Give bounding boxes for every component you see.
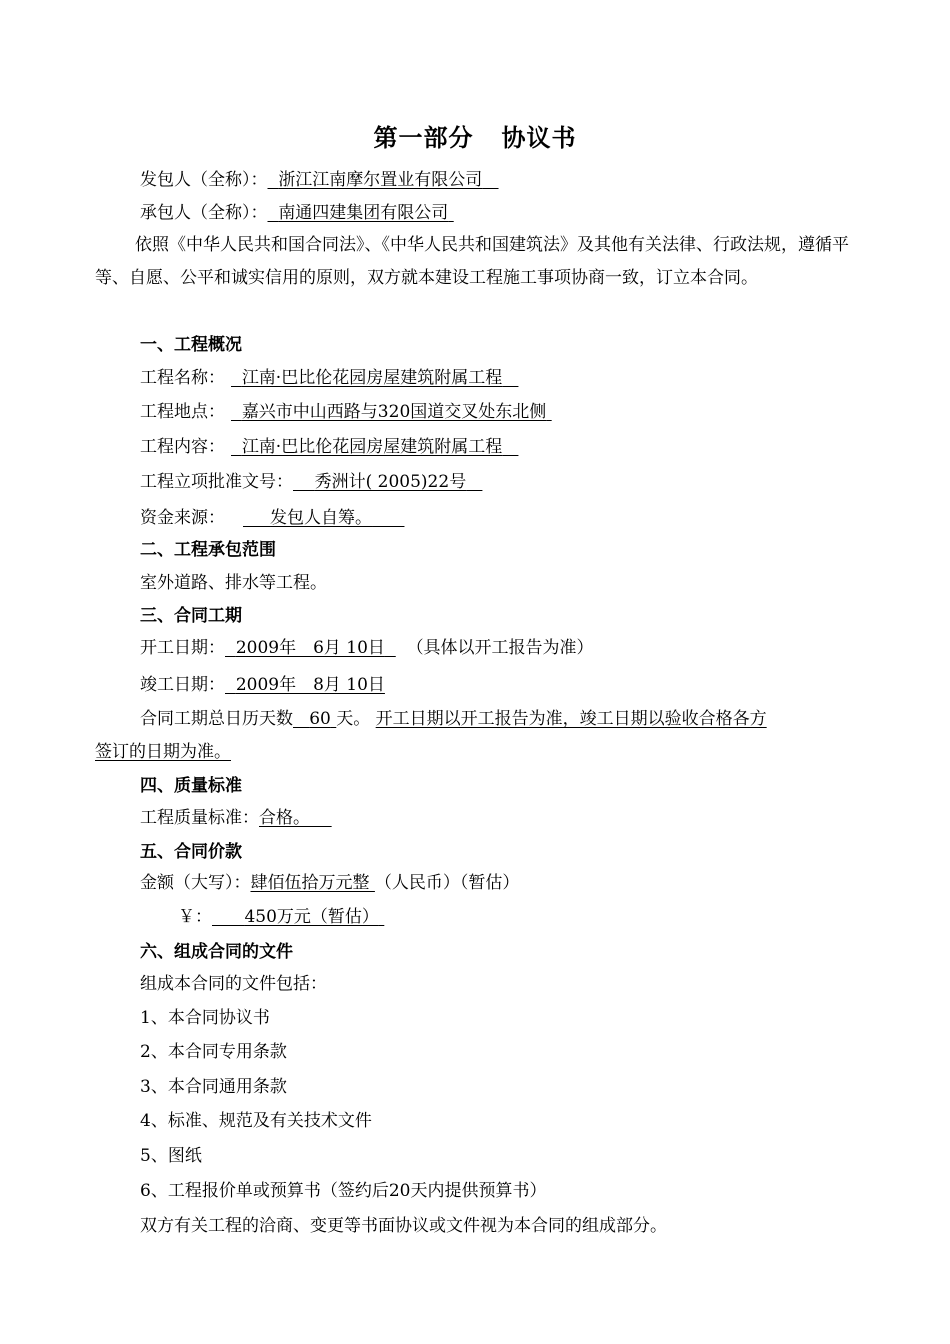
preamble-text: 依照《中华人民共和国合同法》、《中华人民共和国建筑法》及其他有关法律、行政法规，遵循平等、自愿、公平和诚实信用的原则，双方就本建设工程施工事项协商一致，订立本合同。 xyxy=(95,235,849,288)
project-location-value: 嘉兴市中山西路与320国道交叉处东北侧 xyxy=(241,402,547,422)
amount-note: （人民币）（暂估） xyxy=(374,873,520,893)
start-date-label: 开工日期： xyxy=(140,638,225,658)
title-part: 第一部分 xyxy=(373,124,474,152)
project-location-underline xyxy=(231,402,552,422)
funding-line xyxy=(140,506,404,530)
start-date-note: （具体以开工报告为准） xyxy=(406,638,594,658)
duration-label: 合同工期总日历天数 xyxy=(140,709,293,729)
section4-heading: 四、质量标准 xyxy=(140,776,242,796)
quality-line xyxy=(140,806,332,830)
amount-underline xyxy=(251,873,375,893)
duration-line xyxy=(140,707,767,731)
funding-label: 资金来源： xyxy=(140,508,225,528)
title-name: 协议书 xyxy=(501,124,577,152)
amount-value: 肆佰伍拾万元整 xyxy=(250,873,370,893)
project-name-value: 江南·巴比伦花园房屋建筑附属工程 xyxy=(241,368,503,388)
duration-days: 60 xyxy=(309,709,331,729)
approval-underline xyxy=(293,472,482,492)
duration-note-line1: 开工日期以开工报告为准，竣工日期以验收合格各方 xyxy=(375,709,767,729)
duration-note-line2: 签订的日期为准。 xyxy=(95,742,231,762)
project-content-value: 江南·巴比伦花园房屋建筑附属工程 xyxy=(241,437,503,457)
project-location-line xyxy=(140,400,552,424)
section3-heading: 三、合同工期 xyxy=(140,606,242,626)
duration-unit: 天。 xyxy=(336,709,371,729)
document-item: 2、本合同专用条款 xyxy=(140,1042,287,1062)
documents-closing: 双方有关工程的洽商、变更等书面协议或文件视为本合同的组成部分。 xyxy=(140,1216,667,1236)
start-date-underline xyxy=(225,638,396,658)
funding-underline xyxy=(243,508,404,528)
scope-text: 室外道路、排水等工程。 xyxy=(140,573,327,593)
amount-line xyxy=(140,871,519,895)
employer-value: 浙江江南摩尔置业有限公司 xyxy=(278,170,483,190)
contractor-value: 南通四建集团有限公司 xyxy=(278,203,449,223)
duration-days-underline xyxy=(293,709,336,729)
document-item: 1、本合同协议书 xyxy=(140,1008,270,1028)
project-content-line xyxy=(140,435,518,459)
project-content-label: 工程内容： xyxy=(140,437,225,457)
end-date-underline xyxy=(225,675,385,695)
quality-label: 工程质量标准： xyxy=(140,808,259,828)
yen-underline xyxy=(212,907,384,927)
section2-heading: 二、工程承包范围 xyxy=(140,540,276,560)
document-item: 5、图纸 xyxy=(140,1146,202,1166)
employer-label: 发包人（全称）： xyxy=(140,170,268,190)
yen-label: ￥： xyxy=(178,907,212,927)
documents-intro: 组成本合同的文件包括： xyxy=(140,974,327,994)
employer-line xyxy=(140,168,499,192)
employer-value-underline xyxy=(268,170,499,190)
approval-label: 工程立项批准文号： xyxy=(140,472,293,492)
project-name-underline xyxy=(231,368,518,388)
quality-value: 合格。 xyxy=(259,808,310,828)
document-item: 4、标准、规范及有关技术文件 xyxy=(140,1111,372,1131)
yen-value: 450万元（暂估） xyxy=(244,907,379,927)
amount-label: 金额（大写）： xyxy=(140,873,251,893)
approval-value: 秀洲计( 2005)22号 xyxy=(314,472,467,492)
end-date-label: 竣工日期： xyxy=(140,675,225,695)
project-content-underline xyxy=(231,437,518,457)
duration-note-line2-row xyxy=(95,740,231,764)
contractor-value-underline xyxy=(268,203,454,223)
end-date-value: 2009年 8月 10日 xyxy=(235,675,385,695)
start-date-line xyxy=(140,636,594,660)
project-name-label: 工程名称： xyxy=(140,368,225,388)
page-title xyxy=(0,120,950,156)
approval-line xyxy=(140,470,482,494)
document-item: 6、工程报价单或预算书（签约后20天内提供预算书） xyxy=(140,1181,547,1201)
section1-heading: 一、工程概况 xyxy=(140,335,242,355)
start-date-value: 2009年 6月 10日 xyxy=(235,638,385,658)
quality-underline xyxy=(259,808,332,828)
project-name-line xyxy=(140,366,518,390)
project-location-label: 工程地点： xyxy=(140,402,225,422)
preamble-paragraph xyxy=(95,229,860,295)
contractor-label: 承包人（全称）： xyxy=(140,203,268,223)
funding-value: 发包人自筹。 xyxy=(270,508,373,528)
document-item: 3、本合同通用条款 xyxy=(140,1077,287,1097)
contractor-line xyxy=(140,201,454,225)
section5-heading: 五、合同价款 xyxy=(140,842,242,862)
section6-heading: 六、组成合同的文件 xyxy=(140,942,293,962)
yen-line xyxy=(178,905,384,929)
end-date-line xyxy=(140,673,385,697)
